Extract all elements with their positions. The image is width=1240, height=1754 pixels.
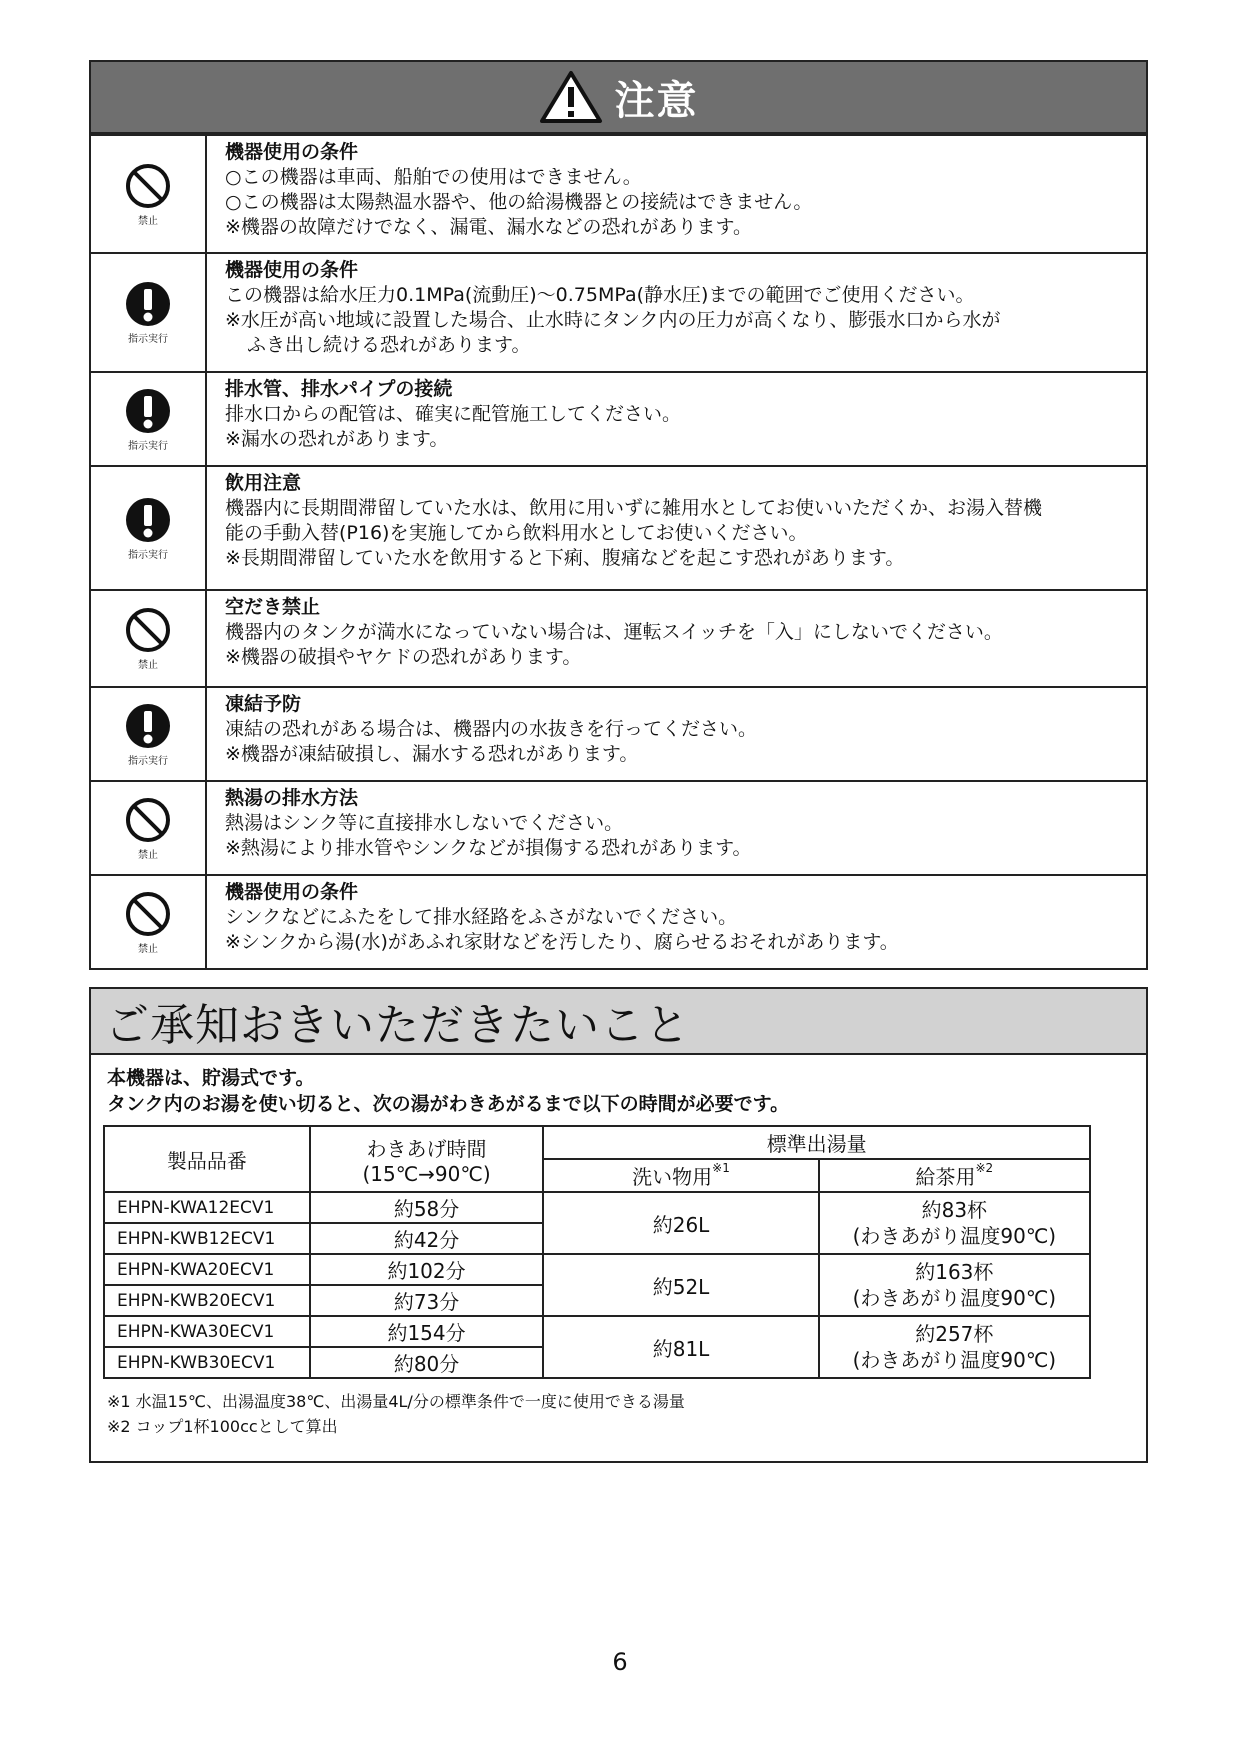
notice-title: ご承知おきいただきたいこと (105, 1000, 690, 1051)
item-line: 機器内に長期間滞留していた水は、飲用に用いずに雑用水としてお使いいただくか、お湯入替機 (225, 497, 1043, 519)
item-line: 熱湯はシンク等に直接排水しないでください。 (225, 812, 624, 834)
prohibited-icon (124, 606, 172, 654)
caution-title: 注意 (614, 77, 699, 124)
time-cell: 約102分 (310, 1254, 544, 1285)
item-heading: 飲用注意 (225, 472, 302, 494)
icon-label: 禁止 (138, 943, 158, 955)
item-line: ※水圧が高い地域に設置した場合、止水時にタンク内の圧力が高くなり、膨張水口から水が (225, 309, 1001, 331)
mandatory-action-icon (124, 387, 172, 435)
intro-line: 本機器は、貯湯式です。 (107, 1067, 315, 1089)
table-row (104, 1316, 1090, 1347)
header-model: 製品品番 (104, 1126, 310, 1192)
item-line: ○この機器は車両、船舶での使用はできません。 (225, 166, 642, 188)
caution-row (91, 252, 1146, 371)
item-line: ※熱湯により排水管やシンクなどが損傷する恐れがあります。 (225, 837, 752, 859)
mandatory-action-icon (124, 280, 172, 328)
header-wash: 洗い物用$^{※1}$ (543, 1159, 818, 1192)
caution-box (89, 60, 1148, 970)
item-line: ※長期間滞留していた水を飲用すると下痢、腹痛などを起こす恐れがあります。 (225, 547, 905, 569)
model-cell: EHPN-KWA12ECV1 (104, 1192, 310, 1223)
wash-cell: 約81L (543, 1316, 818, 1378)
item-heading: 凍結予防 (225, 693, 302, 715)
item-heading: 機器使用の条件 (225, 141, 359, 163)
tea-cell: 約163杯 (わきあがり温度90℃) (819, 1254, 1090, 1316)
item-line: ※機器の故障だけでなく、漏電、漏水などの恐れがあります。 (225, 216, 753, 238)
icon-label: 禁止 (138, 849, 158, 861)
item-line: ※漏水の恐れがあります。 (225, 428, 449, 450)
caution-row (91, 780, 1146, 874)
item-line: ○この機器は太陽熱温水器や、他の給湯機器との接続はできません。 (225, 191, 813, 213)
item-line: ※シンクから湯(水)があふれ家財などを汚したり、腐らせるおそれがあります。 (225, 931, 899, 953)
notice-intro (91, 1055, 1146, 1117)
footnote: ※2 コップ1杯100ccとして算出 (107, 1417, 338, 1436)
notice-box (89, 987, 1148, 1463)
warning-icon (539, 70, 603, 124)
intro-line: タンク内のお湯を使い切ると、次の湯がわきあがるまで以下の時間が必要です。 (107, 1093, 790, 1115)
header-tea: 給茶用$^{※2}$ (819, 1159, 1090, 1192)
header-heating-time: わきあげ時間 (15℃→90℃) (310, 1126, 544, 1192)
item-heading: 排水管、排水パイプの接続 (225, 378, 453, 400)
heating-time-table (103, 1125, 1091, 1379)
footnote: ※1 水温15℃、出湯温度38℃、出湯量4L/分の標準条件で一度に使用できる湯量 (107, 1392, 685, 1411)
caution-row (91, 371, 1146, 465)
wash-cell: 約26L (543, 1192, 818, 1254)
table-row (104, 1192, 1090, 1223)
time-cell: 約58分 (310, 1192, 544, 1223)
notice-header (91, 989, 1146, 1055)
item-line: ※機器が凍結破損し、漏水する恐れがあります。 (225, 743, 639, 765)
item-heading: 機器使用の条件 (225, 881, 359, 903)
mandatory-action-icon (124, 702, 172, 750)
icon-label: 禁止 (138, 660, 158, 671)
icon-label: 指示実行 (128, 549, 168, 561)
prohibited-icon (124, 162, 172, 210)
table-row (104, 1254, 1090, 1285)
prohibited-icon (124, 890, 172, 938)
time-cell: 約154分 (310, 1316, 544, 1347)
caution-row (91, 686, 1146, 780)
item-line: ※機器の破損やヤケドの恐れがあります。 (225, 646, 582, 668)
item-heading: 空だき禁止 (225, 596, 321, 618)
icon-label: 指示実行 (128, 755, 168, 767)
tea-cell: 約83杯 (わきあがり温度90℃) (819, 1192, 1090, 1254)
time-cell: 約80分 (310, 1347, 544, 1378)
model-cell: EHPN-KWA30ECV1 (104, 1316, 310, 1347)
item-line: 排水口からの配管は、確実に配管施工してください。 (225, 403, 682, 425)
item-line: 機器内のタンクが満水になっていない場合は、運転スイッチを「入」にしないでください。 (225, 621, 1003, 643)
footnotes (107, 1389, 685, 1439)
icon-label: 指示実行 (128, 334, 168, 345)
wash-cell: 約52L (543, 1254, 818, 1316)
time-cell: 約42分 (310, 1223, 544, 1254)
model-cell: EHPN-KWB12ECV1 (104, 1223, 310, 1254)
model-cell: EHPN-KWB20ECV1 (104, 1285, 310, 1316)
time-cell: 約73分 (310, 1285, 544, 1316)
caution-row (91, 465, 1146, 589)
caution-row (91, 874, 1146, 968)
mandatory-action-icon (124, 496, 172, 544)
icon-label: 指示実行 (128, 440, 168, 452)
model-cell: EHPN-KWB30ECV1 (104, 1347, 310, 1378)
caution-row (91, 589, 1146, 686)
model-cell: EHPN-KWA20ECV1 (104, 1254, 310, 1285)
item-line: 凍結の恐れがある場合は、機器内の水抜きを行ってください。 (225, 718, 758, 740)
caution-row (91, 134, 1146, 252)
item-line: 能の手動入替(P16)を実施してから飲料用水としてお使いください。 (225, 522, 808, 544)
prohibited-icon (124, 796, 172, 844)
item-heading: 熱湯の排水方法 (225, 787, 359, 809)
caution-header (91, 62, 1146, 134)
page-number: 6 (612, 1648, 628, 1676)
item-line: この機器は給水圧力0.1MPa(流動圧)〜0.75MPa(静水圧)までの範囲でご使用ください。 (225, 284, 975, 306)
item-heading: 機器使用の条件 (225, 259, 359, 281)
icon-label: 禁止 (138, 215, 158, 227)
item-line: ふき出し続ける恐れがあります。 (247, 334, 531, 356)
header-standard-output: 標準出湯量 (543, 1126, 1090, 1159)
tea-cell: 約257杯 (わきあがり温度90℃) (819, 1316, 1090, 1378)
item-line: シンクなどにふたをして排水経路をふさがないでください。 (225, 906, 738, 928)
